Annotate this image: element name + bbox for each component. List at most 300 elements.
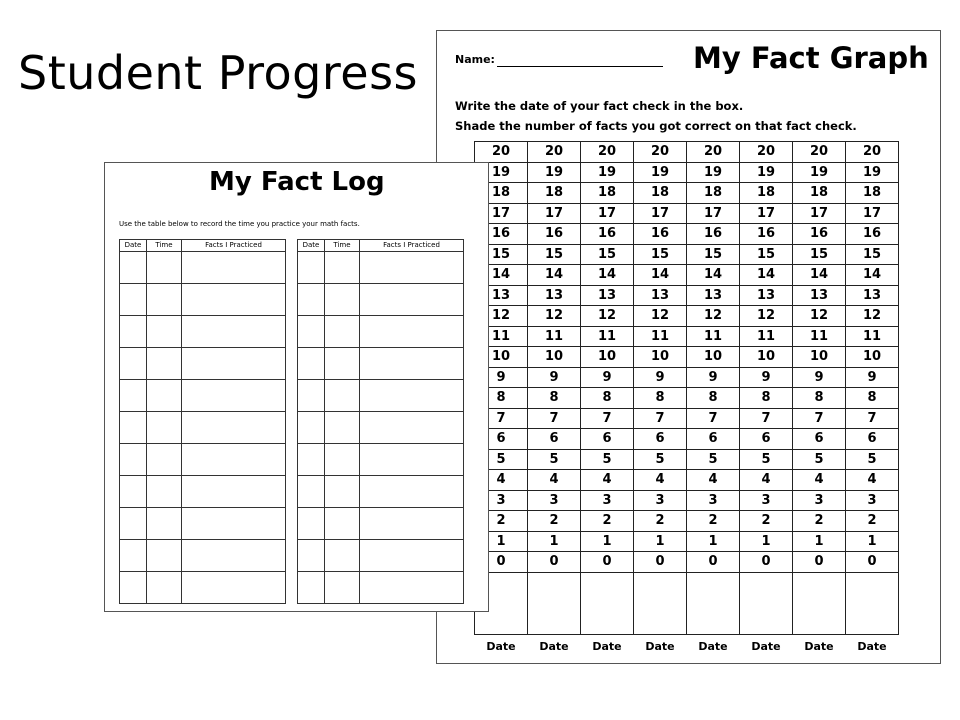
graph-cell: 1 <box>581 531 634 552</box>
log-cell <box>120 540 147 572</box>
graph-cell: 0 <box>475 552 528 573</box>
log-cell <box>120 508 147 540</box>
graph-cell: 5 <box>528 449 581 470</box>
log-cell <box>182 316 286 348</box>
log-cell <box>360 540 464 572</box>
graph-cell: 1 <box>475 531 528 552</box>
log-row <box>120 412 286 444</box>
log-row <box>298 380 464 412</box>
log-row <box>120 380 286 412</box>
graph-cell: 9 <box>740 367 793 388</box>
log-cell <box>298 444 325 476</box>
date-box-row <box>475 572 899 634</box>
graph-row <box>475 347 899 368</box>
graph-cell: 9 <box>528 367 581 388</box>
graph-cell: 2 <box>475 511 528 532</box>
graph-cell: 10 <box>687 347 740 368</box>
graph-cell: 3 <box>740 490 793 511</box>
graph-cell: 6 <box>581 429 634 450</box>
graph-cell: 16 <box>475 224 528 245</box>
graph-cell: 20 <box>475 142 528 163</box>
log-cell <box>298 348 325 380</box>
graph-cell: 1 <box>634 531 687 552</box>
date-label: Date <box>539 640 569 653</box>
graph-cell: 14 <box>740 265 793 286</box>
graph-cell: 0 <box>581 552 634 573</box>
graph-cell: 12 <box>581 306 634 327</box>
graph-cell: 2 <box>846 511 899 532</box>
log-row <box>298 540 464 572</box>
log-cell <box>360 412 464 444</box>
column-header-time: Time <box>147 240 182 252</box>
graph-cell: 5 <box>634 449 687 470</box>
log-cell <box>325 316 360 348</box>
graph-cell: 7 <box>846 408 899 429</box>
log-cell <box>120 252 147 284</box>
log-cell <box>147 412 182 444</box>
graph-cell: 12 <box>846 306 899 327</box>
graph-cell: 10 <box>634 347 687 368</box>
graph-cell: 7 <box>687 408 740 429</box>
graph-cell: 18 <box>846 183 899 204</box>
graph-cell: 20 <box>793 142 846 163</box>
graph-cell: 13 <box>793 285 846 306</box>
graph-cell: 16 <box>687 224 740 245</box>
log-row <box>298 252 464 284</box>
log-cell <box>120 380 147 412</box>
graph-cell: 19 <box>793 162 846 183</box>
graph-cell: 13 <box>846 285 899 306</box>
log-cell <box>360 444 464 476</box>
log-cell <box>147 444 182 476</box>
graph-cell: 19 <box>528 162 581 183</box>
graph-cell: 5 <box>793 449 846 470</box>
log-cell <box>360 316 464 348</box>
log-cell <box>325 540 360 572</box>
graph-cell: 1 <box>846 531 899 552</box>
log-row <box>298 476 464 508</box>
graph-cell: 11 <box>793 326 846 347</box>
graph-cell: 10 <box>740 347 793 368</box>
graph-cell: 14 <box>475 265 528 286</box>
graph-cell: 7 <box>634 408 687 429</box>
graph-cell: 8 <box>793 388 846 409</box>
graph-cell: 11 <box>528 326 581 347</box>
graph-cell: 9 <box>793 367 846 388</box>
graph-cell: 2 <box>687 511 740 532</box>
column-header-date: Date <box>298 240 325 252</box>
graph-cell: 17 <box>475 203 528 224</box>
graph-cell: 8 <box>634 388 687 409</box>
date-box <box>687 572 740 634</box>
log-cell <box>147 540 182 572</box>
date-label: Date <box>698 640 728 653</box>
graph-cell: 6 <box>846 429 899 450</box>
graph-cell: 11 <box>581 326 634 347</box>
graph-cell: 9 <box>846 367 899 388</box>
graph-cell: 14 <box>687 265 740 286</box>
graph-cell: 11 <box>740 326 793 347</box>
graph-cell: 17 <box>528 203 581 224</box>
log-cell <box>298 252 325 284</box>
graph-cell: 6 <box>528 429 581 450</box>
log-cell <box>298 540 325 572</box>
date-box <box>793 572 846 634</box>
graph-cell: 7 <box>740 408 793 429</box>
graph-cell: 12 <box>634 306 687 327</box>
log-cell <box>147 284 182 316</box>
graph-cell: 15 <box>528 244 581 265</box>
graph-cell: 4 <box>793 470 846 491</box>
log-cell <box>147 348 182 380</box>
log-cell <box>360 252 464 284</box>
graph-cell: 17 <box>740 203 793 224</box>
graph-cell: 5 <box>846 449 899 470</box>
log-cell <box>298 572 325 604</box>
graph-row <box>475 408 899 429</box>
log-row <box>120 444 286 476</box>
graph-cell: 5 <box>687 449 740 470</box>
graph-cell: 14 <box>581 265 634 286</box>
graph-cell: 4 <box>846 470 899 491</box>
graph-cell: 17 <box>634 203 687 224</box>
log-cell <box>147 572 182 604</box>
graph-cell: 2 <box>634 511 687 532</box>
log-cell <box>182 284 286 316</box>
log-cell <box>325 252 360 284</box>
log-cell <box>182 412 286 444</box>
log-row <box>298 316 464 348</box>
graph-cell: 15 <box>475 244 528 265</box>
graph-cell: 9 <box>475 367 528 388</box>
log-row <box>298 412 464 444</box>
graph-cell: 15 <box>581 244 634 265</box>
graph-cell: 4 <box>528 470 581 491</box>
graph-cell: 2 <box>793 511 846 532</box>
graph-cell: 7 <box>528 408 581 429</box>
graph-row <box>475 183 899 204</box>
graph-cell: 13 <box>634 285 687 306</box>
graph-cell: 6 <box>793 429 846 450</box>
graph-row <box>475 162 899 183</box>
log-cell <box>120 572 147 604</box>
graph-cell: 18 <box>634 183 687 204</box>
date-label: Date <box>857 640 887 653</box>
log-cell <box>147 380 182 412</box>
graph-cell: 6 <box>475 429 528 450</box>
graph-cell: 0 <box>846 552 899 573</box>
log-cell <box>325 476 360 508</box>
graph-cell: 20 <box>687 142 740 163</box>
graph-cell: 14 <box>846 265 899 286</box>
log-cell <box>182 572 286 604</box>
graph-cell: 4 <box>475 470 528 491</box>
graph-cell: 3 <box>687 490 740 511</box>
graph-row <box>475 326 899 347</box>
graph-cell: 8 <box>528 388 581 409</box>
graph-cell: 3 <box>793 490 846 511</box>
log-cell <box>325 508 360 540</box>
graph-cell: 14 <box>634 265 687 286</box>
fact-log-table-left <box>119 239 286 604</box>
log-cell <box>360 508 464 540</box>
graph-cell: 16 <box>793 224 846 245</box>
log-cell <box>120 348 147 380</box>
graph-cell: 17 <box>846 203 899 224</box>
graph-cell: 3 <box>846 490 899 511</box>
graph-row <box>475 306 899 327</box>
graph-row <box>475 531 899 552</box>
graph-cell: 10 <box>528 347 581 368</box>
graph-cell: 15 <box>687 244 740 265</box>
graph-cell: 11 <box>634 326 687 347</box>
graph-cell: 18 <box>687 183 740 204</box>
log-cell <box>120 444 147 476</box>
date-box <box>740 572 793 634</box>
graph-cell: 0 <box>634 552 687 573</box>
graph-cell: 2 <box>581 511 634 532</box>
log-cell <box>360 572 464 604</box>
graph-cell: 6 <box>687 429 740 450</box>
graph-cell: 3 <box>528 490 581 511</box>
graph-cell: 19 <box>846 162 899 183</box>
fact-graph-grid <box>474 141 899 659</box>
graph-cell: 4 <box>687 470 740 491</box>
graph-row <box>475 388 899 409</box>
graph-cell: 12 <box>793 306 846 327</box>
fact-log-instruction: Use the table below to record the time you practice your math facts. <box>119 220 360 228</box>
graph-cell: 5 <box>740 449 793 470</box>
graph-cell: 0 <box>528 552 581 573</box>
graph-row <box>475 142 899 163</box>
log-cell <box>298 412 325 444</box>
graph-cell: 3 <box>634 490 687 511</box>
graph-cell: 5 <box>581 449 634 470</box>
graph-cell: 1 <box>793 531 846 552</box>
log-cell <box>182 540 286 572</box>
log-row <box>298 508 464 540</box>
log-row <box>298 572 464 604</box>
log-row <box>120 508 286 540</box>
graph-cell: 18 <box>528 183 581 204</box>
graph-cell: 12 <box>475 306 528 327</box>
log-row <box>120 348 286 380</box>
graph-cell: 16 <box>846 224 899 245</box>
log-row <box>298 444 464 476</box>
log-cell <box>325 412 360 444</box>
date-box <box>581 572 634 634</box>
log-cell <box>120 316 147 348</box>
graph-cell: 18 <box>740 183 793 204</box>
graph-cell: 14 <box>793 265 846 286</box>
column-header-facts: Facts I Practiced <box>360 240 464 252</box>
fact-graph-worksheet <box>436 30 941 664</box>
log-cell <box>120 284 147 316</box>
date-label: Date <box>751 640 781 653</box>
graph-cell: 1 <box>740 531 793 552</box>
graph-row <box>475 224 899 245</box>
slide-title: Student Progress <box>18 46 419 100</box>
graph-cell: 20 <box>581 142 634 163</box>
log-cell <box>182 252 286 284</box>
graph-cell: 11 <box>846 326 899 347</box>
graph-cell: 2 <box>740 511 793 532</box>
fact-log-worksheet <box>104 162 489 612</box>
graph-cell: 18 <box>475 183 528 204</box>
log-cell <box>325 572 360 604</box>
log-cell <box>360 348 464 380</box>
log-cell <box>147 252 182 284</box>
graph-cell: 17 <box>581 203 634 224</box>
graph-row <box>475 490 899 511</box>
graph-cell: 2 <box>528 511 581 532</box>
column-header-date: Date <box>120 240 147 252</box>
log-cell <box>182 380 286 412</box>
log-cell <box>298 316 325 348</box>
graph-cell: 15 <box>793 244 846 265</box>
graph-cell: 10 <box>581 347 634 368</box>
graph-cell: 17 <box>793 203 846 224</box>
log-cell <box>298 380 325 412</box>
date-label: Date <box>804 640 834 653</box>
graph-cell: 10 <box>793 347 846 368</box>
date-label-row <box>475 634 899 659</box>
graph-cell: 8 <box>687 388 740 409</box>
graph-row <box>475 429 899 450</box>
graph-cell: 9 <box>687 367 740 388</box>
graph-cell: 10 <box>475 347 528 368</box>
graph-cell: 15 <box>634 244 687 265</box>
log-cell <box>182 444 286 476</box>
graph-cell: 18 <box>581 183 634 204</box>
date-label: Date <box>645 640 675 653</box>
graph-row <box>475 203 899 224</box>
graph-cell: 16 <box>634 224 687 245</box>
log-cell <box>147 508 182 540</box>
graph-cell: 8 <box>846 388 899 409</box>
log-row <box>120 316 286 348</box>
graph-cell: 3 <box>475 490 528 511</box>
log-cell <box>325 444 360 476</box>
graph-cell: 7 <box>475 408 528 429</box>
graph-cell: 20 <box>846 142 899 163</box>
log-cell <box>298 284 325 316</box>
log-cell <box>325 284 360 316</box>
graph-cell: 0 <box>687 552 740 573</box>
graph-cell: 1 <box>687 531 740 552</box>
log-cell <box>298 508 325 540</box>
log-cell <box>325 348 360 380</box>
graph-cell: 17 <box>687 203 740 224</box>
fact-graph-title: My Fact Graph <box>693 41 929 75</box>
graph-row <box>475 552 899 573</box>
fact-log-table-right <box>297 239 464 604</box>
date-box <box>846 572 899 634</box>
graph-cell: 9 <box>634 367 687 388</box>
graph-cell: 8 <box>740 388 793 409</box>
graph-cell: 7 <box>581 408 634 429</box>
graph-cell: 1 <box>528 531 581 552</box>
graph-cell: 12 <box>687 306 740 327</box>
log-row <box>120 540 286 572</box>
log-row <box>120 252 286 284</box>
graph-cell: 12 <box>528 306 581 327</box>
graph-cell: 19 <box>687 162 740 183</box>
graph-cell: 13 <box>475 285 528 306</box>
graph-cell: 13 <box>528 285 581 306</box>
log-cell <box>360 284 464 316</box>
graph-cell: 5 <box>475 449 528 470</box>
log-cell <box>120 476 147 508</box>
graph-row <box>475 265 899 286</box>
graph-cell: 19 <box>740 162 793 183</box>
graph-row <box>475 367 899 388</box>
graph-cell: 11 <box>687 326 740 347</box>
graph-cell: 0 <box>740 552 793 573</box>
graph-cell: 6 <box>740 429 793 450</box>
graph-cell: 10 <box>846 347 899 368</box>
log-cell <box>147 316 182 348</box>
graph-row <box>475 449 899 470</box>
graph-cell: 15 <box>740 244 793 265</box>
log-row <box>120 572 286 604</box>
graph-cell: 16 <box>740 224 793 245</box>
name-line <box>497 66 663 67</box>
log-cell <box>120 412 147 444</box>
log-row <box>298 348 464 380</box>
log-cell <box>182 508 286 540</box>
graph-cell: 13 <box>687 285 740 306</box>
graph-cell: 4 <box>581 470 634 491</box>
graph-cell: 7 <box>793 408 846 429</box>
graph-cell: 16 <box>581 224 634 245</box>
graph-cell: 11 <box>475 326 528 347</box>
graph-cell: 4 <box>740 470 793 491</box>
graph-cell: 15 <box>846 244 899 265</box>
log-row <box>298 284 464 316</box>
date-box <box>528 572 581 634</box>
date-label: Date <box>592 640 622 653</box>
graph-cell: 20 <box>634 142 687 163</box>
date-label: Date <box>486 640 516 653</box>
graph-cell: 12 <box>740 306 793 327</box>
log-cell <box>360 380 464 412</box>
graph-cell: 13 <box>740 285 793 306</box>
date-box <box>634 572 687 634</box>
graph-row <box>475 244 899 265</box>
graph-cell: 4 <box>634 470 687 491</box>
graph-instruction: Write the date of your fact check in the box. <box>455 99 744 113</box>
log-row <box>120 284 286 316</box>
graph-cell: 8 <box>475 388 528 409</box>
graph-cell: 19 <box>581 162 634 183</box>
log-cell <box>298 476 325 508</box>
log-cell <box>182 476 286 508</box>
log-row <box>120 476 286 508</box>
graph-cell: 6 <box>634 429 687 450</box>
log-cell <box>147 476 182 508</box>
graph-cell: 9 <box>581 367 634 388</box>
graph-cell: 19 <box>634 162 687 183</box>
graph-row <box>475 285 899 306</box>
graph-cell: 0 <box>793 552 846 573</box>
graph-cell: 20 <box>528 142 581 163</box>
name-label: Name: <box>455 53 495 66</box>
graph-cell: 3 <box>581 490 634 511</box>
column-header-time: Time <box>325 240 360 252</box>
graph-cell: 20 <box>740 142 793 163</box>
graph-cell: 16 <box>528 224 581 245</box>
